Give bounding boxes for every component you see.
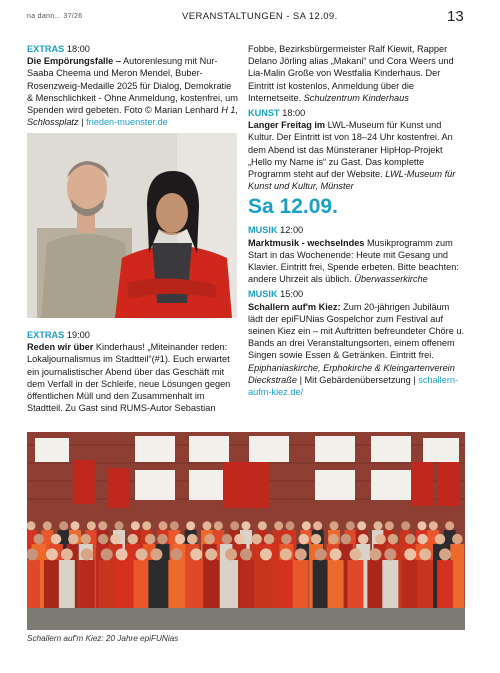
event-link[interactable]: schallern-aufm-kiez.de/ — [248, 374, 459, 398]
separator: | — [78, 117, 87, 128]
event-body: Zum 20-jährigen Jubiläum lädt der epiFUNias Gospelchor zum Festival auf seinen Kiez ein – mit Auftritten befreundeter Chöre u. Bands an drei Veranstaltungsorten, einem offenem Singen sowie Essen & Getränken. Eintritt frei. — [248, 301, 465, 361]
event-time: 19:00 — [66, 330, 90, 340]
event-time: 12:00 — [280, 225, 304, 236]
event-title: Schallern auf'm Kiez: — [248, 301, 341, 312]
date-heading: Sa 12.09. — [248, 195, 338, 219]
event-time: 18:00 — [66, 44, 90, 54]
page-number: 13 — [447, 8, 464, 25]
continuation-text: Fobbe, Bezirksbürgermeister Ralf Kiewit, Rapper Delano Jörling alias „Makani“ und Cora Weers und Lia-Malin Große von Westfalia Kinderhaus. Der Eintritt ist kostenlos, Anmeldung über die Internetseite. — [248, 44, 454, 103]
event-time: 18:00 — [282, 108, 306, 119]
event-description — [27, 341, 239, 414]
event-title: Die Empörungsfalle – — [27, 56, 121, 67]
event-title: Marktmusik - wechselndes — [248, 237, 365, 248]
photo-caption: Schallern auf'm Kiez: 20 Jahre epiFUNias — [27, 634, 179, 643]
event-description — [27, 55, 239, 128]
section-title: VERANSTALTUNGEN - SA 12.09. — [182, 11, 338, 22]
event-description — [248, 237, 466, 286]
event-continuation — [248, 43, 466, 104]
right-column — [248, 43, 466, 398]
separator: | Mit Gebärdenübersetzung | — [297, 374, 419, 385]
issue-label: na dann... 37/26 — [27, 13, 83, 20]
event-category: MUSIK — [248, 225, 278, 236]
portrait-photo — [27, 133, 237, 318]
event-category: EXTRAS — [27, 44, 65, 54]
event-venue: Epiphaniaskirche, Erphokirche & Kleingartenverein Dieckstraße — [248, 362, 455, 385]
event-body: Musikprogramm zum Start in das Wochenende: Heute mit Gesang und Klavier. Eintritt frei, Spende erbeten. Bitte beachten: andere Uhrzeit als üblich. — [248, 237, 459, 285]
event-title: Reden wir über — [27, 342, 94, 353]
event-category: EXTRAS — [27, 330, 65, 340]
event-body: Autorenlesung mit Nur-Saaba Cheema und Meron Mendel, Buber-Rosenzweig-Medaille 2025 für Dialog, Demokratie & Menschlichkeit - Ohne Anmeldung, kostenfrei, um Spenden wird gebeten. Foto © Marian Lenhard — [27, 56, 238, 116]
event-reden-wir — [27, 329, 239, 414]
event-venue: H 1, Schlossplatz — [27, 105, 239, 128]
event-body: LWL-Museum für Kunst und Kultur. Der Eintritt ist von 18–24 Uhr kostenfrei. An dem Abend ist das Münsteraner HipHop-Projekt „Hello my Name is“ zu Gast. Das komplette Programm steht auf der Website. — [248, 120, 453, 180]
event-category: MUSIK — [248, 289, 278, 300]
event-empoerungsfalle — [27, 43, 239, 128]
event-description — [248, 119, 466, 192]
event-link[interactable]: frieden-muenster.de — [86, 117, 168, 128]
event-description — [248, 301, 466, 399]
event-venue: Schulzentrum Kinderhaus — [303, 92, 409, 103]
event-venue: LWL-Museum für Kunst und Kultur, Münster — [248, 169, 456, 192]
event-body: Kinderhaus! „Miteinander reden: Lokaljournalismus im Stadtteil“(#1). Euch erwartet ein journalistischer Abend über das Geschäft mit dem Verfall in der Schleife, neue Lösungen gegen öffentlichen Müll und den Zusammenhalt im Stadtteil. Zu Gast sind RUMS-Autor Sebastian — [27, 342, 231, 414]
event-category: KUNST — [248, 108, 280, 119]
event-venue: Überwasserkirche — [354, 274, 428, 285]
choir-group-photo — [27, 432, 465, 630]
event-time: 15:00 — [280, 289, 304, 300]
event-title: Langer Freitag im — [248, 120, 326, 131]
